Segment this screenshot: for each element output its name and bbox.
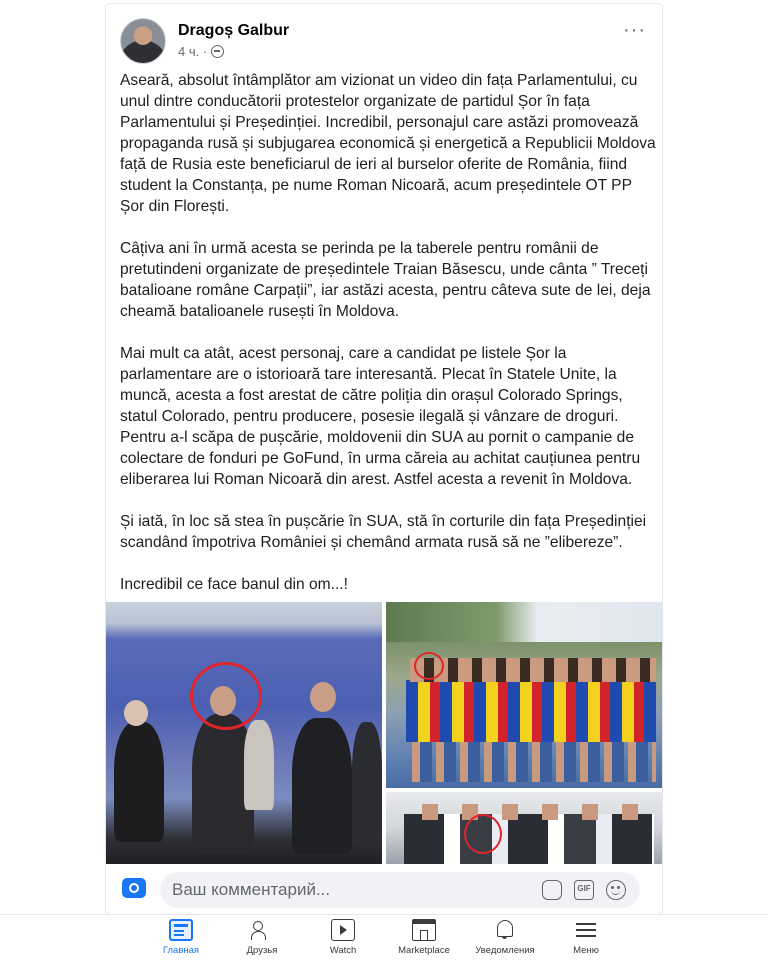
post-paragraph: Câțiva ani în urmă acesta se perinda pe la taberele pentru românii de pretutindeni organizate de președintele Traian Băsescu, unde cânta ” Treceți batalioane române Carpații”, iar astăzi acesta, pentru câteva sute de lei, deja cheamă batalioanele rusești în Moldova.	[120, 240, 651, 320]
post-time[interactable]: 4 ч. ·	[178, 44, 208, 59]
bottom-tab-bar	[0, 914, 768, 960]
tab-label: Главная	[162, 945, 200, 956]
tab-friends[interactable]	[222, 919, 302, 956]
camera-icon[interactable]	[122, 878, 146, 898]
tab-label: Уведомления	[475, 945, 535, 956]
sticker-icon[interactable]	[542, 880, 562, 900]
comment-bar	[106, 866, 662, 914]
post-text	[120, 70, 656, 595]
post-paragraph: Incredibil ce face banul din om...!	[120, 576, 348, 593]
menu-icon	[574, 919, 598, 941]
tab-label: Watch	[329, 945, 357, 956]
author-avatar[interactable]	[120, 18, 166, 64]
tab-marketplace[interactable]	[384, 919, 464, 956]
marketplace-icon	[412, 919, 436, 941]
tab-home[interactable]	[141, 919, 221, 956]
highlight-circle	[190, 662, 262, 730]
group-legs	[412, 742, 656, 782]
gif-icon[interactable]: GIF	[574, 880, 594, 900]
group-heads	[410, 658, 656, 682]
person-head	[310, 682, 336, 712]
person-figure	[244, 720, 274, 810]
comment-input[interactable]: Ваш комментарий...	[160, 872, 640, 908]
home-icon	[169, 919, 193, 941]
friends-icon	[250, 919, 274, 941]
group-heads	[422, 804, 652, 820]
bell-icon	[493, 919, 517, 941]
author-name[interactable]: Dragoș Galbur	[178, 22, 290, 39]
background-trees	[386, 602, 662, 642]
highlight-circle	[414, 652, 444, 680]
tab-label: Меню	[573, 945, 599, 956]
post-header	[120, 18, 652, 68]
more-options-icon[interactable]: ···	[623, 19, 646, 41]
person-figure	[292, 718, 352, 854]
highlight-circle	[464, 814, 502, 854]
tab-watch[interactable]	[303, 919, 383, 956]
tab-menu[interactable]	[546, 919, 626, 956]
watch-icon	[331, 919, 355, 941]
person-figure	[114, 722, 164, 842]
photo-office-group[interactable]	[386, 792, 662, 864]
tab-label: Друзья	[246, 945, 278, 956]
person-figure	[352, 722, 382, 842]
post-card	[106, 4, 662, 914]
tab-label: Marketplace	[398, 945, 450, 956]
post-paragraph: Mai mult ca atât, acest personaj, care a candidat pe listele Șor la parlamentare are o istorioară tare interesantă. Plecat în Statele Unite, la muncă, acesta a fost arestat de către poliția din orașul Colorado Springs, statul Colorado, pentru producere, posesie ilegală și vânzare de droguri. Pentru a-l scăpa de pușcărie, moldovenii din SUA au pornit o campanie de colectare de fonduri pe GoFund, în urma căreia au achitat cauțiunea pentru eliberarea lui Roman Nicoară din arest. Astfel acesta a revenit în Moldova.	[120, 345, 641, 488]
globe-icon	[211, 45, 224, 58]
emoji-icon[interactable]	[606, 880, 626, 900]
photo-collage	[106, 602, 662, 864]
group-tricolor-shirts	[406, 680, 656, 742]
person-head	[124, 700, 148, 726]
photo-protest-stage[interactable]	[106, 602, 382, 864]
post-paragraph: Și iată, în loc să stea în pușcărie în SUA, stă în corturile din fața Președinției scandând împotriva României și chemând armata rusă să ne ”elibereze”.	[120, 513, 647, 551]
post-paragraph: Aseară, absolut întâmplător am vizionat un video din fața Parlamentului, cu unul dintre conducătorii protestelor organizate de partidul Șor în fața Parlamentului și Președinției. Incredibil, personajul care astăzi promovează propaganda rusă și subjugarea economică și energetică a Republicii Moldova față de Rusia este beneficiarul de ieri al burselor oferite de România, fiind student la Constanța, pe nume Roman Nicoară, acum președintele OT PP Șor din Florești.	[120, 72, 656, 215]
photo-summer-camp-group[interactable]	[386, 602, 662, 788]
tab-notifications[interactable]	[465, 919, 545, 956]
post-meta	[178, 44, 224, 59]
group-bodies	[404, 814, 654, 864]
